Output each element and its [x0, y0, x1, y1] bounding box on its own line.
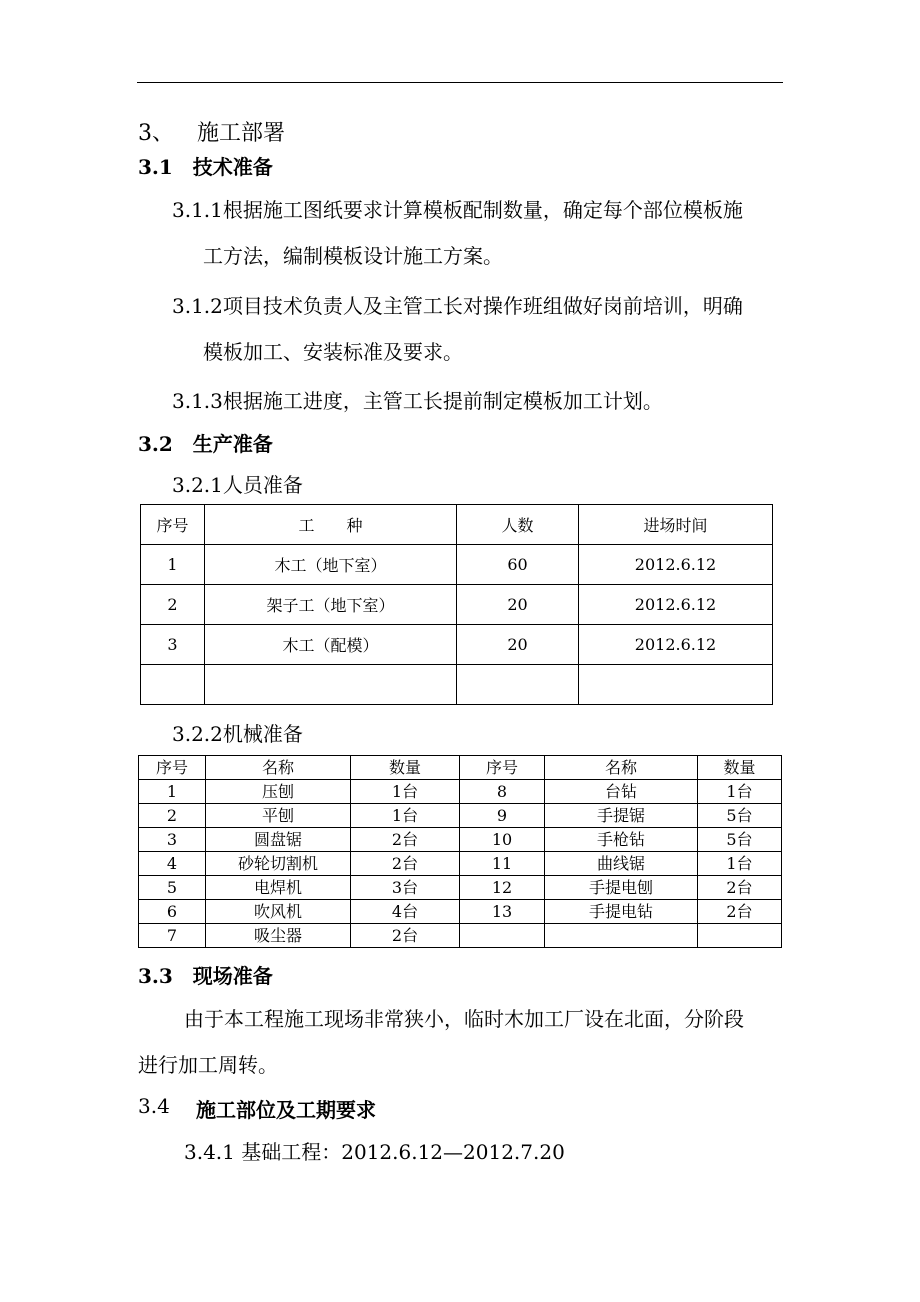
- table-cell: 2台: [698, 900, 782, 924]
- table-cell: 2012.6.12: [579, 585, 773, 625]
- table-row: [139, 804, 782, 828]
- table-cell: 7: [139, 924, 206, 948]
- table-cell: 架子工（地下室）: [205, 585, 457, 625]
- header-rule: [137, 82, 783, 83]
- table-cell: 2012.6.12: [579, 545, 773, 585]
- para-3-1-3: 3.1.3根据施工进度，主管工长提前制定模板加工计划。: [172, 389, 663, 413]
- para-3-3-line1: 由于本工程施工现场非常狭小，临时木加工厂设在北面，分阶段: [184, 1007, 744, 1031]
- table-cell: 13: [460, 900, 545, 924]
- table-cell: 手提电刨: [545, 876, 698, 900]
- table-cell: 木工（地下室）: [205, 545, 457, 585]
- table-cell: 1: [141, 545, 205, 585]
- table-cell: [698, 924, 782, 948]
- table-row: [139, 876, 782, 900]
- header-cell: 序号: [460, 756, 545, 780]
- table-cell: 5台: [698, 828, 782, 852]
- heading-3-2: 3.2 生产准备: [138, 432, 273, 456]
- table-cell: [205, 665, 457, 705]
- header-cell: 进场时间: [579, 505, 773, 545]
- table-cell: 木工（配模）: [205, 625, 457, 665]
- personnel-table: [140, 504, 773, 705]
- table-cell: 11: [460, 852, 545, 876]
- heading-3-3: 3.3 现场准备: [138, 964, 273, 988]
- para-3-1-2-line1: 3.1.2项目技术负责人及主管工长对操作班组做好岗前培训，明确: [172, 294, 743, 318]
- table-row: [139, 828, 782, 852]
- section-3-title: 施工部署: [197, 121, 286, 146]
- table-cell: 曲线锯: [545, 852, 698, 876]
- table-cell: 压刨: [206, 780, 351, 804]
- table-cell: 6: [139, 900, 206, 924]
- table-row: [141, 585, 773, 625]
- header-cell: 人数: [457, 505, 579, 545]
- machine-table: [138, 755, 782, 948]
- table-cell: 5台: [698, 804, 782, 828]
- section-3-number: 3、: [138, 121, 174, 146]
- table-cell: 1台: [698, 780, 782, 804]
- table-cell: 3: [139, 828, 206, 852]
- table-row: [139, 780, 782, 804]
- header-cell: 工 种: [205, 505, 457, 545]
- table-cell: 2台: [351, 852, 460, 876]
- table-row: [141, 665, 773, 705]
- table-row: [139, 852, 782, 876]
- para-3-1-1-line2: 工方法，编制模板设计施工方案。: [203, 244, 503, 268]
- header-cell: 名称: [545, 756, 698, 780]
- table-cell: 20: [457, 585, 579, 625]
- header-cell: 名称: [206, 756, 351, 780]
- table-cell: 吸尘器: [206, 924, 351, 948]
- table-cell: [460, 924, 545, 948]
- table-cell: 8: [460, 780, 545, 804]
- table-cell: 圆盘锯: [206, 828, 351, 852]
- table-cell: 2: [139, 804, 206, 828]
- table-cell: 手枪钻: [545, 828, 698, 852]
- table-cell: 2台: [351, 828, 460, 852]
- header-cell: 序号: [139, 756, 206, 780]
- table-cell: 9: [460, 804, 545, 828]
- heading-3-1: 3.1 技术准备: [138, 155, 273, 179]
- table-header-row: [139, 756, 782, 780]
- table-cell: 12: [460, 876, 545, 900]
- table-cell: 台钻: [545, 780, 698, 804]
- table-cell: [141, 665, 205, 705]
- table-cell: 1: [139, 780, 206, 804]
- table-row: [141, 545, 773, 585]
- heading-3-4-title: 施工部位及工期要求: [196, 1098, 376, 1122]
- table-cell: 3台: [351, 876, 460, 900]
- table-row: [141, 625, 773, 665]
- table-cell: [545, 924, 698, 948]
- table-header-row: [141, 505, 773, 545]
- header-cell: 数量: [698, 756, 782, 780]
- table-cell: 4台: [351, 900, 460, 924]
- personnel-title: 3.2.1人员准备: [172, 473, 303, 497]
- table-cell: 1台: [351, 804, 460, 828]
- table-row: [139, 924, 782, 948]
- machine-title: 3.2.2机械准备: [172, 722, 303, 746]
- heading-3-4-number: 3.4: [138, 1094, 170, 1118]
- table-cell: 3: [141, 625, 205, 665]
- table-cell: 4: [139, 852, 206, 876]
- table-cell: 电焊机: [206, 876, 351, 900]
- table-row: [139, 900, 782, 924]
- table-cell: 20: [457, 625, 579, 665]
- table-cell: 手提锯: [545, 804, 698, 828]
- table-cell: 2: [141, 585, 205, 625]
- para-3-3-line2: 进行加工周转。: [138, 1053, 278, 1077]
- table-cell: [457, 665, 579, 705]
- para-3-1-2-line2: 模板加工、安装标准及要求。: [203, 340, 463, 364]
- table-cell: 砂轮切割机: [206, 852, 351, 876]
- table-cell: 2台: [698, 876, 782, 900]
- table-cell: 1台: [698, 852, 782, 876]
- table-cell: 2012.6.12: [579, 625, 773, 665]
- para-3-1-1-line1: 3.1.1根据施工图纸要求计算模板配制数量，确定每个部位模板施: [172, 198, 743, 222]
- table-cell: 手提电钻: [545, 900, 698, 924]
- table-cell: 60: [457, 545, 579, 585]
- table-cell: 平刨: [206, 804, 351, 828]
- table-cell: 2台: [351, 924, 460, 948]
- table-cell: 10: [460, 828, 545, 852]
- table-cell: [579, 665, 773, 705]
- header-cell: 序号: [141, 505, 205, 545]
- table-cell: 吹风机: [206, 900, 351, 924]
- header-cell: 数量: [351, 756, 460, 780]
- table-cell: 1台: [351, 780, 460, 804]
- table-cell: 5: [139, 876, 206, 900]
- item-3-4-1: 3.4.1 基础工程：2012.6.12—2012.7.20: [184, 1140, 565, 1164]
